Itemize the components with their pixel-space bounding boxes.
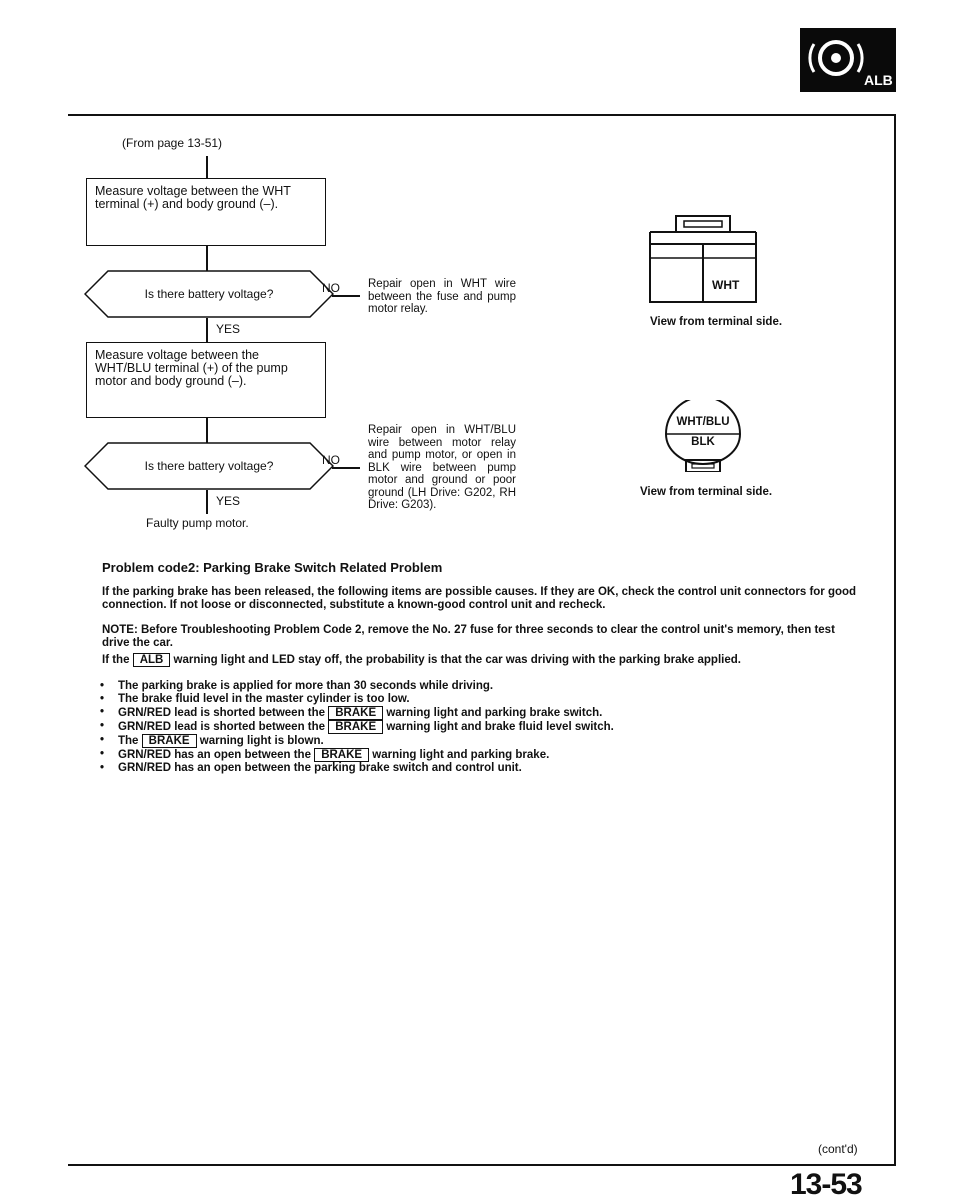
list-item-text: warning light and brake fluid level switch. [386,721,614,733]
alb-line-pre: If the [102,654,130,666]
alb-warning-line [102,653,862,667]
list-item [100,720,860,734]
step-measure-wht-blu [86,342,326,418]
list-item-text: The brake fluid level in the master cylinder is too low. [118,693,410,705]
step-measure-wht-text: Measure voltage between the WHT terminal (+) and body ground (–). [95,184,291,211]
possible-causes-list [100,680,860,775]
bottom-rule [68,1164,896,1166]
list-item [100,762,860,775]
list-item-text: warning light and parking brake switch. [386,707,603,719]
no-branch-line [332,295,360,297]
repair-wht-blu: Repair open in WHT/BLU wire between motor relay and pump motor, or open in BLK wire between pump motor and ground or poor ground (LH Drive: G202, RH Drive: G203). [368,424,516,511]
connector-wht-diagram [640,214,766,306]
list-item-text: GRN/RED has an open between the parking brake switch and control unit. [118,762,522,774]
list-item [100,693,860,706]
right-rule [894,114,896,1166]
problem-note: NOTE: Before Troubleshooting Problem Code 2, remove the No. 27 fuse for three seconds to clear the control unit's memory, then test drive the car. [102,624,835,649]
flow-connector [206,156,208,178]
list-item-text: The parking brake is applied for more than 30 seconds while driving. [118,680,494,692]
yes-label-2: YES [216,494,241,508]
problem-heading: Problem code2: Parking Brake Switch Related Problem [102,560,443,575]
decision-question-1: Is there battery voltage? [144,287,274,301]
repair-wht: Repair open in WHT wire between the fuse and pump motor relay. [368,278,516,315]
step-measure-wht [86,178,326,246]
flow-connector [206,318,208,342]
connector-wht-label: WHT [712,278,740,292]
decision-question-2: Is there battery voltage? [144,459,274,473]
list-item-text: The [118,735,139,747]
problem-intro: If the parking brake has been released, the following items are possible causes. If they are OK, check the control unit connectors for good connection. If not loose or disconnected, substitute a known-good control unit and recheck. [102,586,857,611]
top-rule [68,114,896,116]
flow-connector [206,490,208,514]
list-item [100,748,860,762]
no-label-2: NO [322,453,340,467]
connector-pump-caption: View from terminal side. [639,486,773,498]
list-item-text: warning light is blown. [199,735,324,747]
connector-pump-bottom-label: BLK [691,436,715,448]
alb-boxed-label: ALB [133,653,171,667]
no-label-1: NO [322,281,340,295]
list-item-text: GRN/RED has an open between the [118,749,311,761]
from-page-ref: (From page 13-51) [122,136,223,150]
list-item [100,734,860,748]
brake-boxed-label: BRAKE [328,706,383,720]
alb-logo [800,28,896,92]
brake-boxed-label: BRAKE [328,720,383,734]
step-measure-wht-blu-text: Measure voltage between the WHT/BLU terminal (+) of the pump motor and body ground (–). [95,348,288,388]
connector-wht-caption: View from terminal side. [649,316,783,328]
page-number: 13-53 [790,1168,862,1201]
yes-label-1: YES [216,322,241,336]
list-item [100,680,860,693]
connector-pump-top-label: WHT/BLU [676,416,730,428]
no-branch-line [332,467,360,469]
list-item-text: GRN/RED lead is shorted between the [118,721,326,733]
list-item [100,706,860,720]
result-faulty-pump: Faulty pump motor. [146,516,249,530]
list-item-text: GRN/RED lead is shorted between the [118,707,326,719]
brake-boxed-label: BRAKE [142,734,197,748]
brake-boxed-label: BRAKE [314,748,369,762]
alb-badge: ALB [864,72,893,88]
continued-note: (cont'd) [818,1142,858,1156]
list-item-text: warning light and parking brake. [372,749,550,761]
flow-connector [206,246,208,272]
flow-connector [206,418,208,444]
alb-line-post: warning light and LED stay off, the probability is that the car was driving with the parking brake applied. [173,654,741,666]
